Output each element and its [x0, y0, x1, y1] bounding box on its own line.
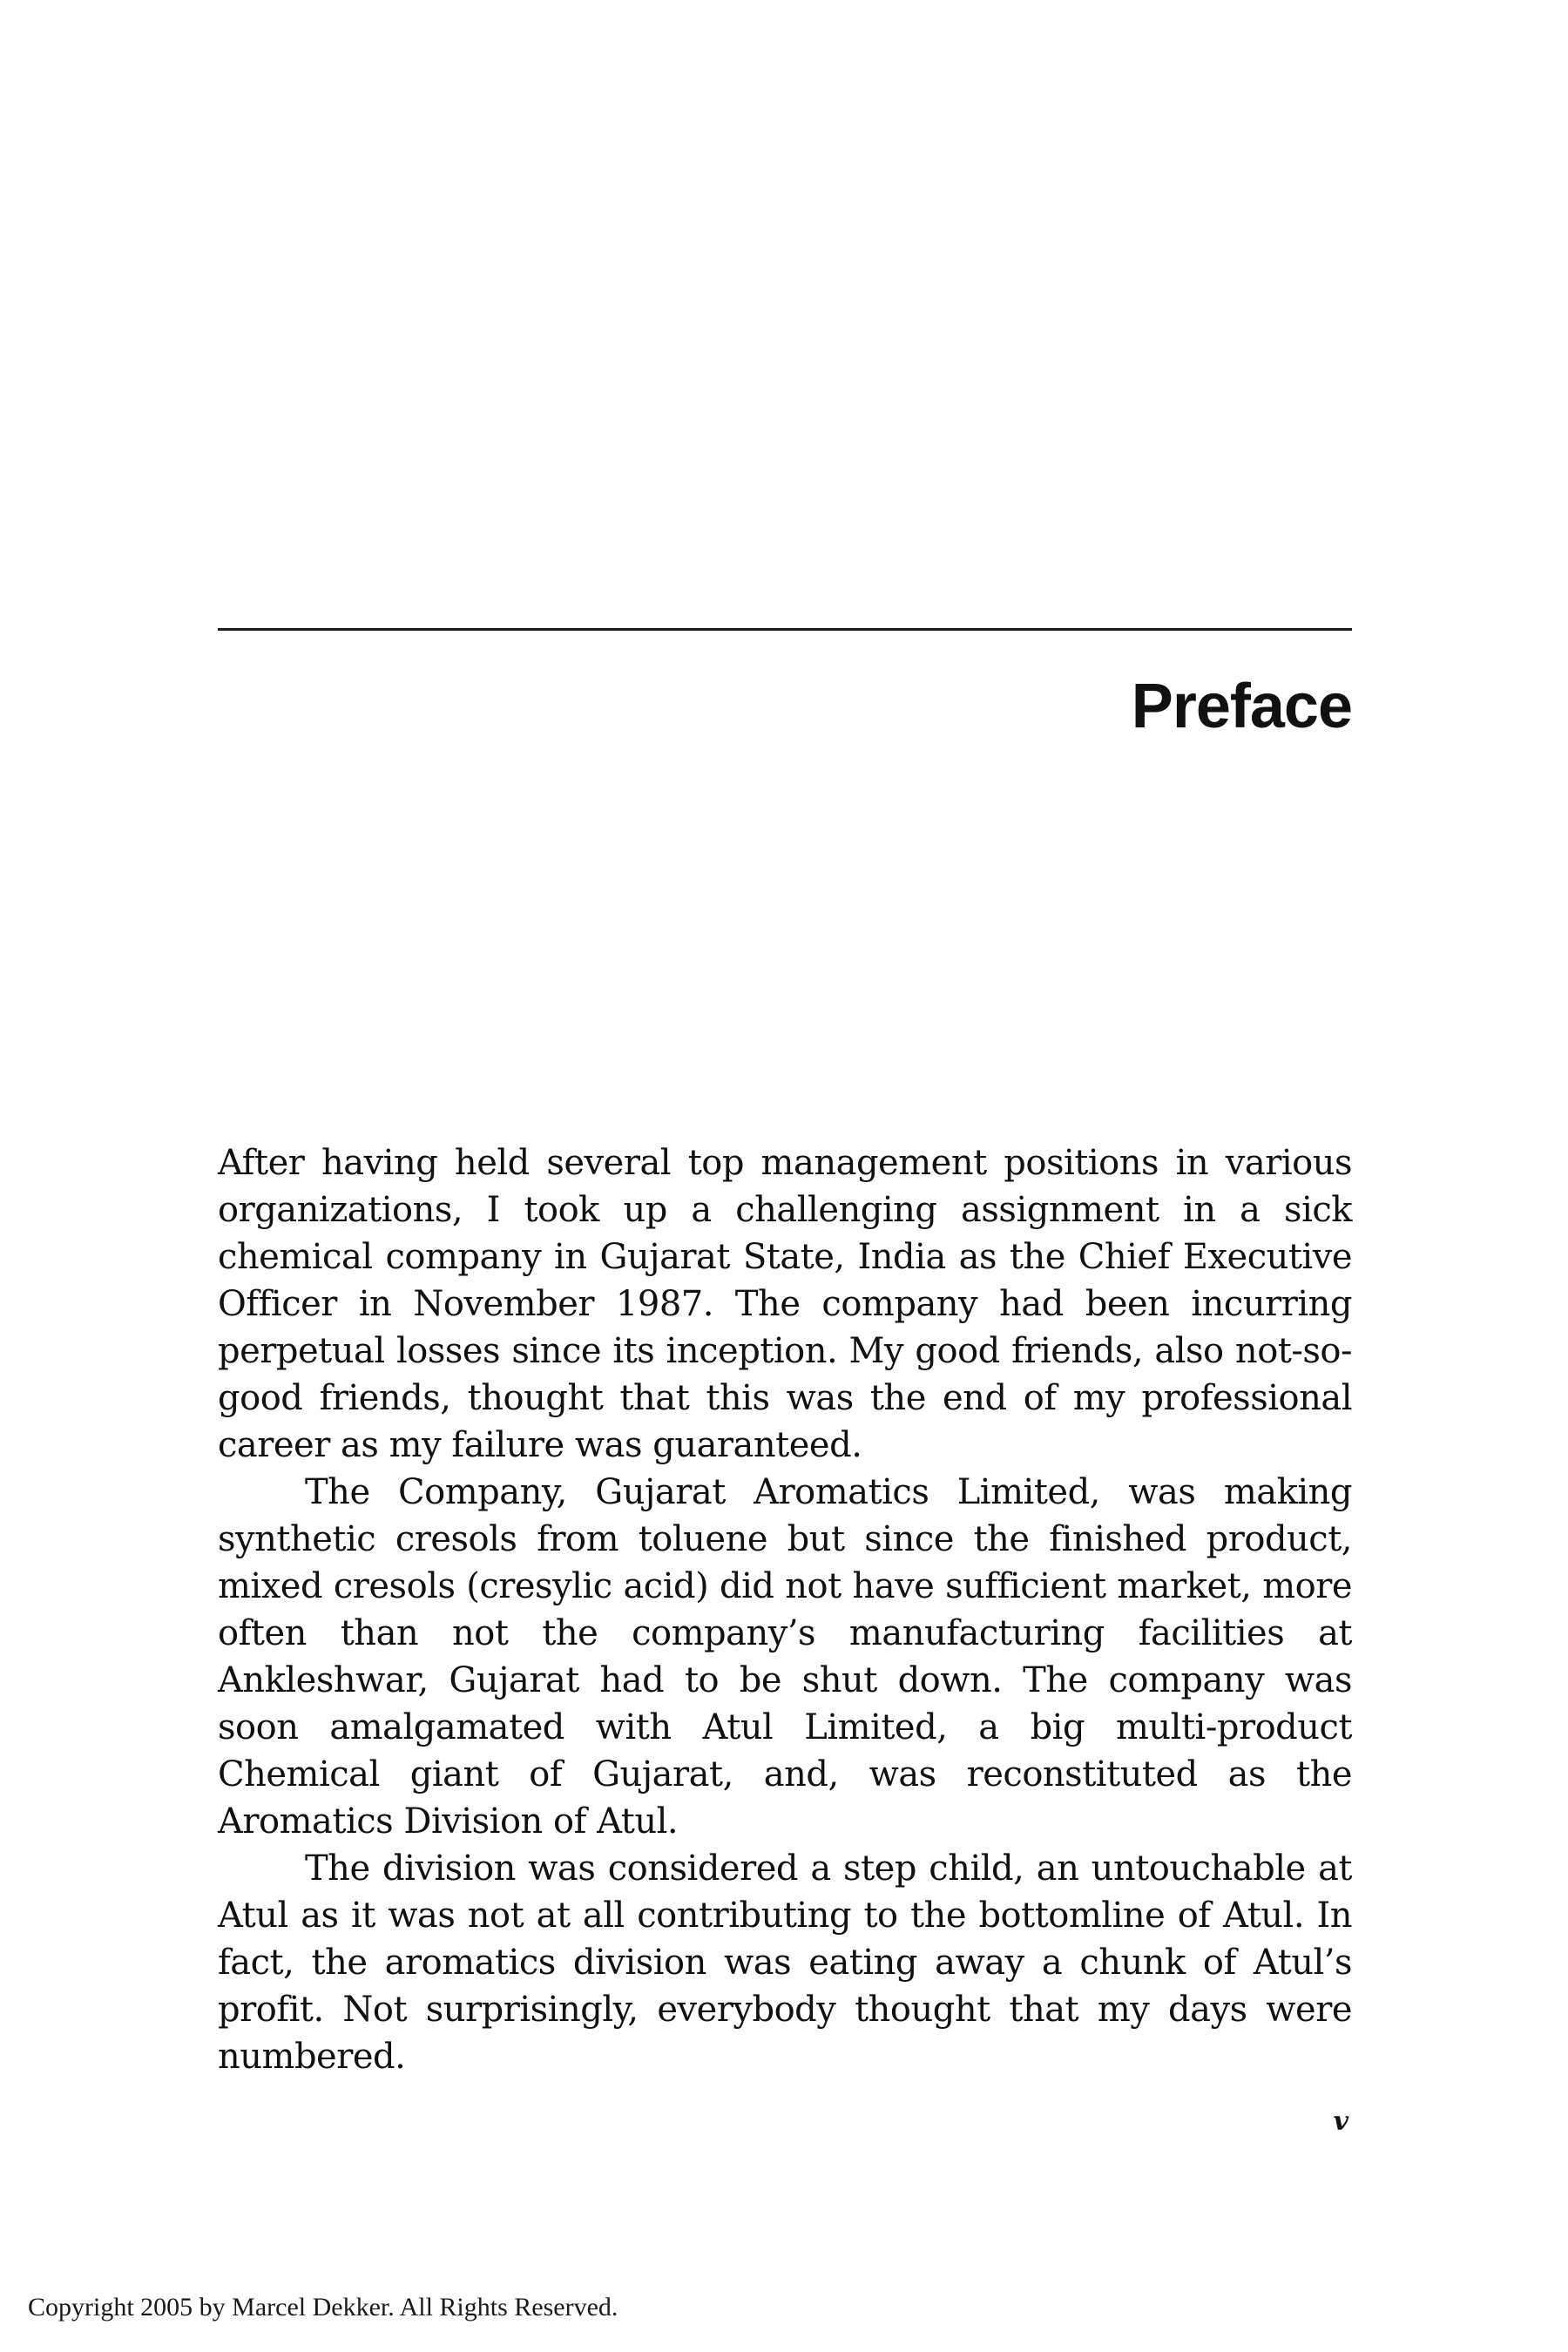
paragraph-1: After having held several top management positions in various organizations, I took up a challenging assignment in a sick chemical company in Gujarat State, India as the Chief Executive Officer in November 1987. The company had been incurring perpetual losses since its inception. My good friends, also not-so-good friends, thought that this was the end of my professional career as my failure was guaranteed. — [218, 1143, 1352, 1465]
body-text — [218, 1139, 1352, 2080]
page-number: v — [1333, 2106, 1348, 2137]
title-rule — [218, 628, 1352, 631]
paragraph-3: The division was considered a step child, an untouchable at Atul as it was not at all contributing to the bottomline of Atul. In fact, the aromatics division was eating away a chunk of Atul’s profit. Not surprisingly, everybody thought that my days were numbered. — [218, 1848, 1352, 2077]
page-title: Preface — [1131, 672, 1352, 741]
paragraph-2: The Company, Gujarat Aromatics Limited, was making synthetic cresols from toluene but since the finished product, mixed cresols (cresylic acid) did not have sufficient market, more often than not the company’s manufacturing facilities at Ankleshwar, Gujarat had to be shut down. The company was soon amalgamated with Atul Limited, a big multi-product Chemical giant of Gujarat, and, was reconstituted as the Aromatics Division of Atul. — [218, 1472, 1352, 1842]
copyright-notice: Copyright 2005 by Marcel Dekker. All Rights Reserved. — [28, 2293, 618, 2322]
